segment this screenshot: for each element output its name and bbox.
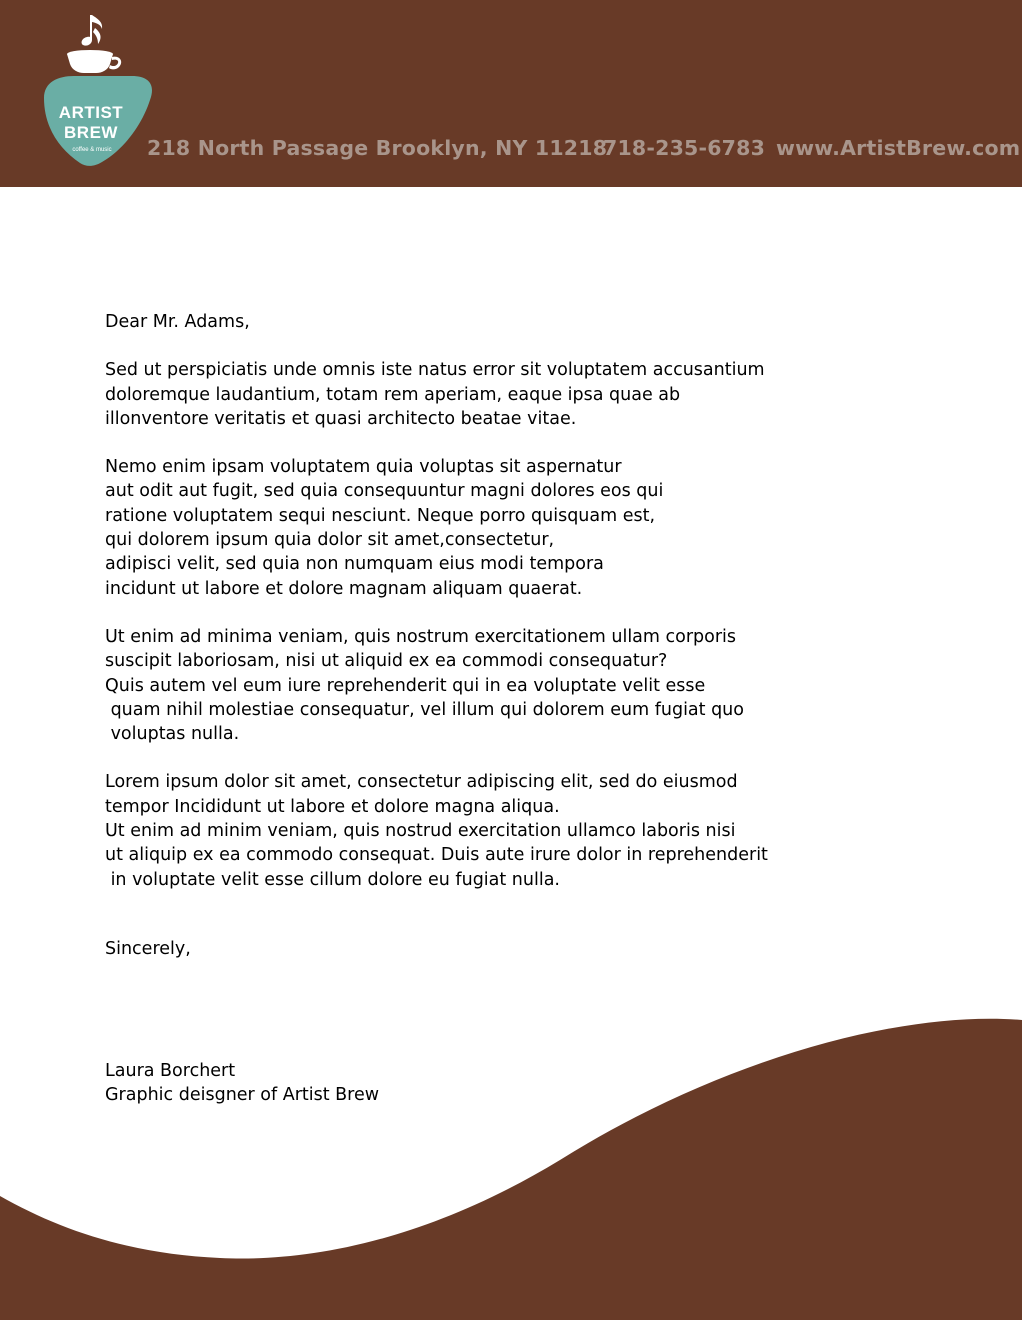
footer-wave	[0, 1000, 1022, 1320]
header-address: 218 North Passage Brooklyn, NY 11218	[147, 136, 608, 160]
paragraph-line: Nemo enim ipsam voluptatem quia voluptas sit aspernatur	[105, 457, 622, 478]
letter-paragraph-3	[105, 625, 865, 746]
signer-name: Laura Borchert	[105, 1061, 236, 1081]
header-website[interactable]: www.ArtistBrew.com	[776, 136, 1021, 160]
paragraph-line: aut odit aut fugit, sed quia consequuntur magni dolores eos qui	[105, 481, 664, 502]
paragraph-line: adipisci velit, sed quia non numquam eius modi tempora	[105, 554, 604, 575]
paragraph-line: Lorem ipsum dolor sit amet, consectetur adipiscing elit, sed do eiusmod	[105, 772, 738, 793]
letter-greeting: Dear Mr. Adams,	[105, 312, 250, 332]
letter-paragraph-1	[105, 358, 865, 431]
paragraph-line: incidunt ut labore et dolore magnam aliquam quaerat.	[105, 578, 583, 599]
logo-name-line2: BREW	[64, 123, 118, 142]
paragraph-line: ratione voluptatem sequi nesciunt. Neque porro quisquam est,	[105, 505, 656, 526]
artist-brew-logo	[40, 10, 160, 172]
paragraph-line: qui dolorem ipsum quia dolor sit amet,consectetur,	[105, 530, 555, 551]
letter-body	[105, 310, 865, 916]
logo-tagline: coffee & music	[72, 147, 112, 153]
paragraph-line: doloremque laudantium, totam rem aperiam, eaque ipsa quae ab	[105, 384, 681, 405]
paragraph-line: Quis autem vel eum iure reprehenderit qui in ea voluptate velit esse	[105, 675, 706, 696]
signer-title: Graphic deisgner of Artist Brew	[105, 1085, 380, 1106]
paragraph-line: ut aliquip ex ea commodo consequat. Duis aute irure dolor in reprehenderit	[105, 845, 768, 866]
header-phone: 718-235-6783	[603, 136, 766, 160]
paragraph-line: Ut enim ad minim veniam, quis nostrud exercitation ullamco laboris nisi	[105, 821, 736, 842]
letterhead-header	[0, 0, 1022, 187]
paragraph-line: Sed ut perspiciatis unde omnis iste natus error sit voluptatem accusantium	[105, 360, 765, 381]
letter-paragraph-2	[105, 455, 865, 601]
paragraph-line: Ut enim ad minima veniam, quis nostrum exercitationem ullam corporis	[105, 626, 737, 647]
logo-name-line1: ARTIST	[58, 103, 124, 122]
paragraph-line: tempor Incididunt ut labore et dolore magna aliqua.	[105, 796, 560, 817]
paragraph-line: quam nihil molestiae consequatur, vel illum qui dolorem eum fugiat quo	[105, 699, 744, 720]
letter-signature	[105, 1059, 379, 1108]
music-note-icon	[82, 15, 103, 46]
paragraph-line: in voluptate velit esse cillum dolore eu fugiat nulla.	[105, 869, 560, 890]
paragraph-line: illonventore veritatis et quasi architecto beatae vitae.	[105, 408, 577, 429]
letter-closing: Sincerely,	[105, 939, 191, 959]
paragraph-line: suscipit laboriosam, nisi ut aliquid ex ea commodi consequatur?	[105, 651, 668, 672]
coffee-cup-icon	[67, 50, 121, 73]
letter-paragraph-4	[105, 770, 865, 891]
paragraph-line: voluptas nulla.	[105, 724, 240, 745]
